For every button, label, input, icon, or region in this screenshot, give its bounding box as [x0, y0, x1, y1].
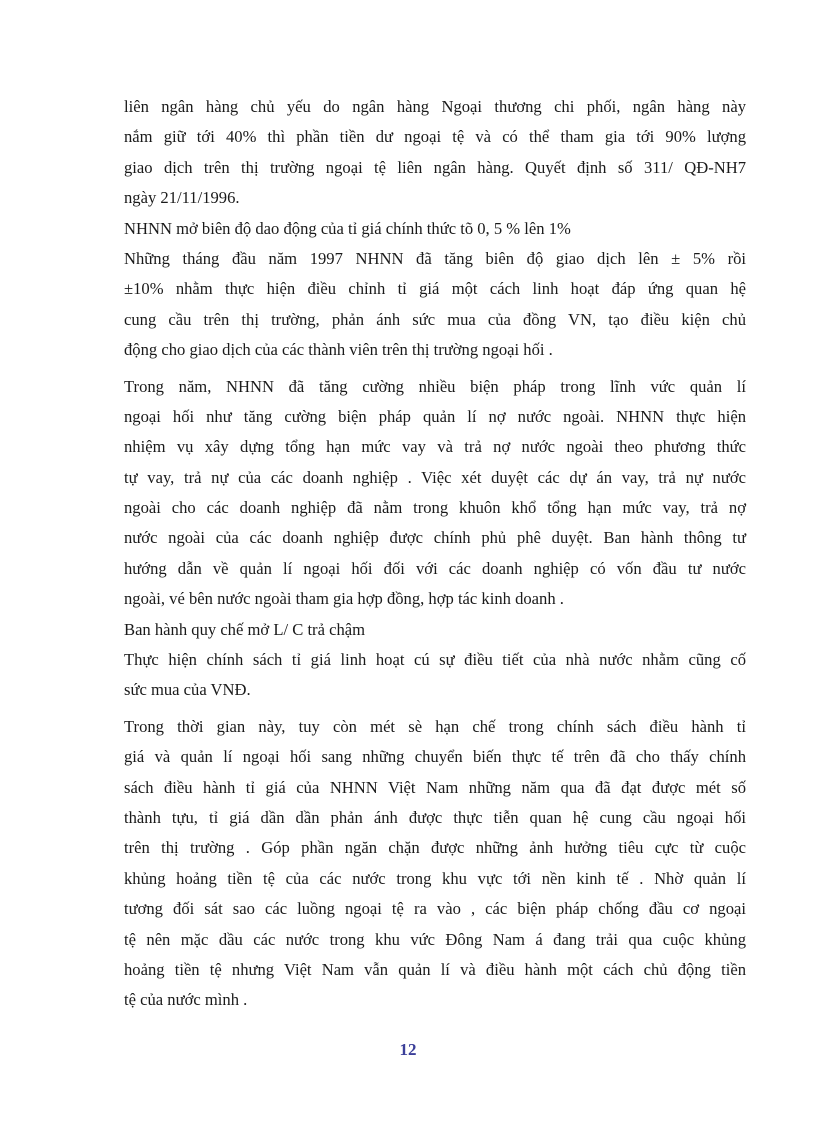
text-line: liên ngân hàng chủ yếu do ngân hàng Ngoại thương chi phối, ngân hàng này — [124, 97, 746, 116]
text-line: ngày 21/11/1996. — [124, 188, 240, 208]
text-line: Những tháng đầu năm 1997 NHNN đã tăng biên độ giao dịch lên ± 5% rồi — [124, 248, 746, 268]
text-line: ngoài, vé bên nước ngoài tham gia hợp đồng, hợp tác kinh doanh . — [124, 589, 564, 609]
text-line: nước ngoài của các doanh nghiệp được chính phủ phê duyệt. Ban hành thông tư — [124, 528, 746, 548]
text-line: giá và quản lí ngoại hối sang những chuyển biến thực tế trên đã cho thấy chính — [124, 747, 746, 767]
body-text — [124, 92, 746, 1016]
text-line: tự vay, trả nự của các doanh nghiệp . Việc xét duyệt các dự án vay, trả nự nước — [124, 467, 746, 487]
text-line: cung cầu trên thị trường, phản ánh sức mua của đồng VN, tạo điều kiện chủ — [124, 309, 746, 329]
text-line: nắm giữ tới 40% thì phần tiền dư ngoại tệ và có thể tham gia tới 90% lượng — [124, 127, 746, 147]
text-line: hoảng tiền tệ nhưng Việt Nam vẫn quản lí và điều hành một cách chủ động tiền — [124, 959, 746, 979]
text-line: thành tựu, tỉ giá dần dần phản ánh được thực tiễn quan hệ cung cầu ngoại hối — [124, 807, 746, 827]
text-line: NHNN mở biên độ dao động của tỉ giá chính thức tõ 0, 5 % lên 1% — [124, 218, 571, 238]
text-line: ngoại hối như tăng cường biện pháp quản lí nợ nước ngoài. NHNN thực hiện — [124, 406, 746, 426]
text-line: Trong năm, NHNN đã tăng cường nhiều biện pháp trong lĩnh vức quản lí — [124, 376, 746, 396]
text-line: hướng dẫn về quản lí ngoại hối đối với các doanh nghiệp có vốn đầu tư nước — [124, 558, 746, 578]
text-line: khủng hoảng tiền tệ của các nước trong khu vực tới nền kinh tế . Nhờ quản lí — [124, 868, 746, 888]
text-line: ±10% nhằm thực hiện điều chỉnh tỉ giá một cách linh hoạt đáp ứng quan hệ — [124, 279, 746, 299]
text-line: động cho giao dịch của các thành viên trên thị trường ngoại hối . — [124, 340, 553, 360]
text-line: sách điều hành tỉ giá của NHNN Việt Nam những năm qua đã đạt được mét số — [124, 777, 746, 797]
text-line: Trong thời gian này, tuy còn mét sè hạn chế trong chính sách điều hành tỉ — [124, 716, 746, 736]
text-line: tương đối sát sao các luồng ngoại tệ ra vào , các biện pháp chống đầu cơ ngoại — [124, 899, 746, 919]
text-line: tệ nên mặc dầu các nước trong khu vức Đông Nam á đang trải qua cuộc khủng — [124, 929, 746, 949]
text-line: Ban hành quy chế mở L/ C trả chậm — [124, 619, 366, 639]
text-line: tệ của nước mình . — [124, 990, 248, 1010]
text-line: sức mua của VNĐ. — [124, 680, 251, 700]
text-line: Thực hiện chính sách tỉ giá linh hoạt cú sự điều tiết của nhà nước nhằm cũng cố — [124, 650, 746, 670]
text-line: nhiệm vụ xây dựng tổng hạn mức vay và trả nợ nước ngoài theo phương thức — [124, 437, 746, 457]
text-line: ngoài cho các doanh nghiệp đã nằm trong khuôn khổ tổng hạn mức vay, trả nợ — [124, 498, 746, 518]
page-number: 12 — [399, 1040, 417, 1059]
text-line: trên thị trường . Góp phần ngăn chặn được những ảnh hưởng tiêu cực từ cuộc — [124, 838, 746, 858]
text-line: giao dịch trên thị trường ngoại tệ liên ngân hàng. Quyết định số 311/ QĐ-NH7 — [124, 157, 746, 177]
